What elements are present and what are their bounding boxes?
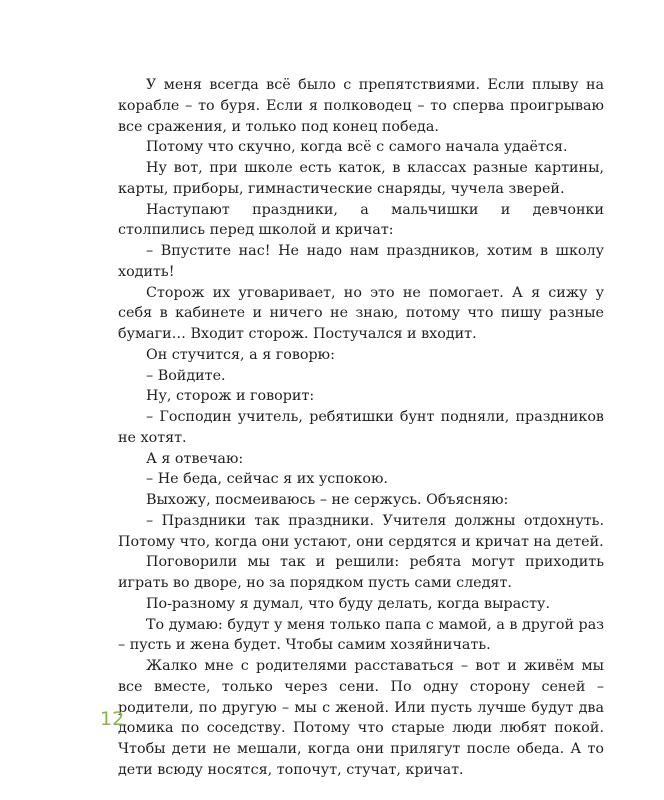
paragraph: – Войдите. (146, 367, 226, 384)
paragraph: Ну, сторож и говорит: (146, 388, 315, 405)
paragraph: Он стучится, а я говорю: (146, 346, 335, 363)
paragraph: Жалко мне с родителями расставаться – вот и живём мы все вместе, только через сени. По одну сторону сеней – родители, по другую – мы с женой. Или пусть лучше будут два домика по соседству. Потому что старые люди любят покой. Чтобы дети не мешали, когда они прилягут после обеда. А то дети всюду носятся, топочут, стучат, кричат. (118, 658, 604, 778)
paragraph: Поговорили мы так и решили: ребята могут приходить играть во дворе, но за порядком пусть сами следят. (118, 554, 604, 591)
paragraph: – Впустите нас! Не надо нам праздников, хотим в школу ходить! (118, 243, 604, 280)
paragraph: Наступают праздники, а мальчишки и девчонки столпились перед школой и кричат: (118, 201, 604, 239)
paragraph: – Господин учитель, ребятишки бунт подняли, праздников не хотят. (118, 409, 604, 446)
paragraph: – Не беда, сейчас я их успокою. (146, 471, 388, 488)
paragraph: – Праздники так праздники. Учителя должны отдохнуть. Потому что, когда они устают, они сердятся и кричат на детей. (118, 512, 604, 550)
page-number: 12 (100, 708, 125, 730)
paragraph: По-разному я думал, что буду делать, когда вырасту. (146, 595, 551, 612)
paragraph: А я отвечаю: (146, 450, 244, 467)
paragraph: У меня всегда всё было с препятствиями. Если плыву на корабле – то буря. Если я полководец – то сперва проигрываю все сражения, и только под конец победа. (118, 77, 604, 135)
paragraph: Ну вот, при школе есть каток, в классах разные картины, карты, приборы, гимнастические снаряды, чучела зверей. (118, 160, 604, 197)
paragraph: Выхожу, посмеиваюсь – не сержусь. Объясняю: (146, 492, 509, 508)
paragraph: То думаю: будут у меня только папа с мамой, а в другой раз – пусть и жена будет. Чтобы самим хозяйничать. (118, 616, 605, 654)
paragraph: Потому что скучно, когда всё с самого начала удаётся. (146, 139, 568, 156)
paragraph: Сторож их уговаривает, но это не помогает. А я сижу у себя в кабинете и ничего не знаю, потому что пишу разные бумаги… Входит сторож. Постучался и входит. (118, 284, 604, 342)
body-text (118, 75, 604, 781)
